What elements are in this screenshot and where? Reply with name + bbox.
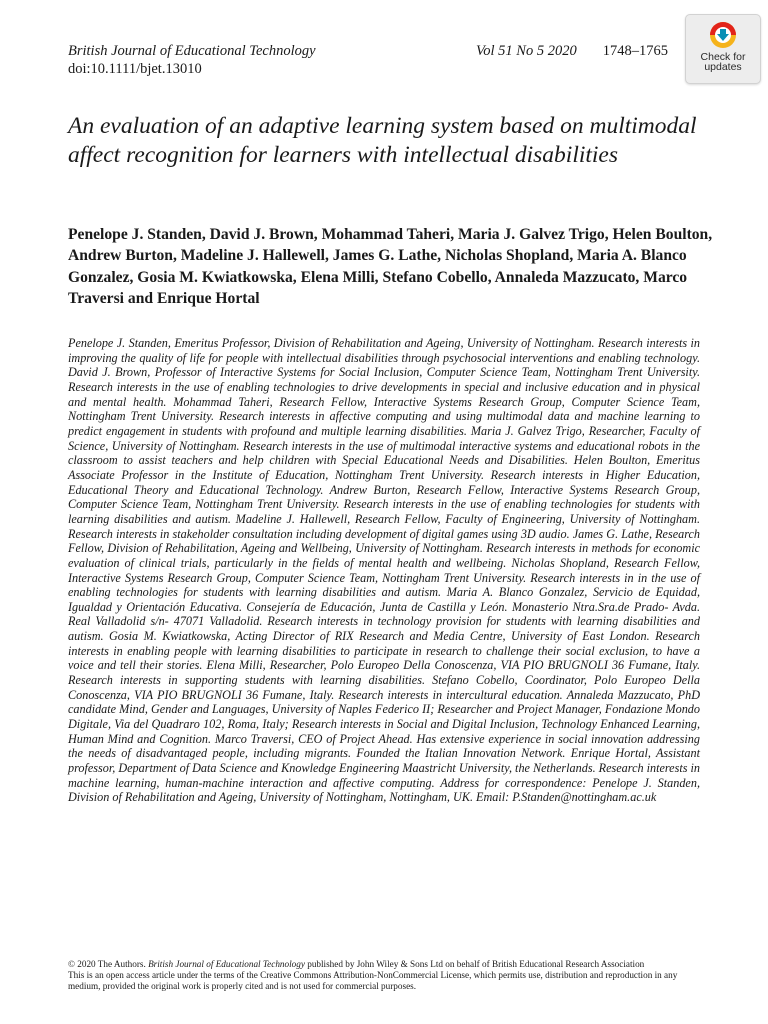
running-header-left — [68, 42, 316, 78]
article-title: An evaluation of an adaptive learning system based on multimodal affect recognition for learners with intellectual disabilities — [68, 113, 697, 168]
page-range: 1748–1765 — [602, 43, 668, 59]
check-for-updates-badge[interactable] — [685, 14, 761, 84]
running-header-right — [476, 42, 690, 60]
footer-notes — [68, 959, 700, 992]
badge-label: Check for updates — [700, 51, 746, 73]
journal-name: British Journal of Educational Technology — [68, 43, 316, 59]
crossmark-icon — [708, 20, 738, 50]
license-notice: This is an open access article under the terms of the Creative Commons Attribution-NonCommercial License, which permits use, distribution and reproduction in any medium, provided the original work is properly cited and is not used for commercial purposes. — [68, 970, 678, 991]
author-affiliations: Penelope J. Standen, Emeritus Professor, Division of Rehabilitation and Ageing, University of Nottingham. Research interests in improving the quality of life for people with intellectual disabilities through psychosocial interventions and enabling technology. David J. Brown, Professor of Interactive Systems for Social Inclusion, Computer Science Team, Nottingham Trent University. Research interests in the use of enabling technologies to drive developments in special and inclusive education and in physical and mental health. Mohammad Taheri, Research Fellow, Interactive Systems Research Group, Computer Science Team, Nottingham Trent University. Research interests in affective computing and using multimodal data and machine learning to predict engagement in students with profound and multiple learning disabilities. Maria J. Galvez Trigo, Researcher, Faculty of Science, University of Nottingham. Research interests in the use of multimodal interactive systems and educational robots in the classroom to assist teachers and help children with Special Educational Needs and Disabilities. Helen Boulton, Emeritus Associate Professor in the Institute of Education, Nottingham Trent University. Research interests in Higher Education, Educational Theory and Educational Technology. Andrew Burton, Research Fellow, Interactive Systems Research Group, Computer Science Team, Nottingham Trent University. Research interests in the use of enabling technologies for students with learning disabilities and autism. Madeline J. Hallewell, Research Fellow, Faculty of Engineering, University of Nottingham. Research interests in stakeholder consultation including development of digital games using 3D audio. James G. Lathe, Research Fellow, Division of Rehabilitation, Ageing and Wellbeing, University of Nottingham. Research interests in methods for economic evaluation of clinical trials, particularly in the fields of mental health and wellbeing. Nicholas Shopland, Research Fellow, Interactive Systems Research Group, Computer Science Team, Nottingham Trent University. Research interests in in the use of enabling technologies for students with learning disabilities and autism. Maria A. Blanco Gonzalez, Servicio de Equidad, Igualdad y Orientación Educativa. Consejería de Educación, Junta de Castilla y León. Monasterio Ntra.Sra.de Prado- Avda. Real Valladolid s/n- 47071 Valladolid. Research interests in technology provision for students with learning disabilities and autism. Gosia M. Kwiatkowska, Acting Director of RIX Research and Media Centre, University of East London. Research interests in enabling people with learning disabilities to participate in research to challenge their social exclusion, to have a voice and tell their stories. Elena Milli, Researcher, Polo Europeo Della Conoscenza, VIA PIO BRUGNOLI 36 Fumane, Italy. Research interests in supporting students with learning disabilities. Stefano Cobello, Coordinator, Polo Europeo Della Conoscenza, VIA PIO BRUGNOLI 36 Fumane, Italy. Research interests in intercultural education. Annaleda Mazzucato, PhD candidate Mind, Gender and Languages, University of Naples Federico II; Researcher and Project Manager, Fondazione Mondo Digitale, Via del Quadraro 102, Roma, Italy; Research interests in Social and Digital Inclusion, Technology Enhanced Learning, Human Mind and Cognition. Marco Traversi, CEO of Project Ahead. Has extensive experience in social innovation addressing the needs of disadvantaged people, including migrants. Founded the Italian Innovation Network. Enrique Hortal, Assistant professor, Department of Data Science and Knowledge Engineering Maastricht University, the Netherlands. Research interests in machine learning, human-machine interaction and affective computing. Address for correspondence: Penelope J. Standen, Division of Rehabilitation and Ageing, University of Nottingham, Nottingham, UK. Email: P.Standen@nottingham.ac.uk — [68, 336, 700, 805]
copyright-line: © 2020 The Authors. British Journal of Educational Technology published by John Wiley & Sons Ltd on behalf of British Educational Research Association — [68, 959, 645, 969]
doi: doi:10.1111/bjet.13010 — [68, 61, 202, 77]
author-list: Penelope J. Standen, David J. Brown, Mohammad Taheri, Maria J. Galvez Trigo, Helen Boulton, Andrew Burton, Madeline J. Hallewell, James G. Lathe, Nicholas Shopland, Maria A. Blanco Gonzalez, Gosia M. Kwiatkowska, Elena Milli, Stefano Cobello, Annaleda Mazzucato, Marco Traversi and Enrique Hortal — [68, 226, 713, 307]
volume-issue: Vol 51 No 5 2020 — [476, 43, 577, 59]
